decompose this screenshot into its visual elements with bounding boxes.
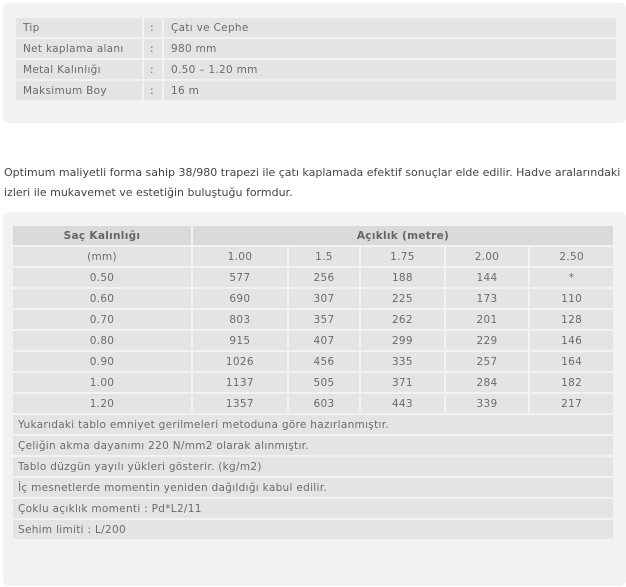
span-value: 1.00 xyxy=(193,247,287,266)
table-note: İç mesnetlerde momentin yeniden dağıldığı kabul edilir. xyxy=(13,478,613,497)
load-value-cell: 603 xyxy=(289,394,359,413)
load-value-cell: 256 xyxy=(289,268,359,287)
load-value-cell: 164 xyxy=(530,352,613,371)
note-row xyxy=(13,436,613,455)
load-value-cell: 335 xyxy=(361,352,444,371)
load-value-cell: 371 xyxy=(361,373,444,392)
table-row xyxy=(13,394,613,413)
load-table-unit-row xyxy=(13,247,613,266)
note-row xyxy=(13,520,613,539)
load-value-cell: 1357 xyxy=(193,394,287,413)
load-value-cell: 299 xyxy=(361,331,444,350)
load-value-cell: 1026 xyxy=(193,352,287,371)
load-value-cell: 505 xyxy=(289,373,359,392)
load-value-cell: 690 xyxy=(193,289,287,308)
load-value-cell: 357 xyxy=(289,310,359,329)
table-row xyxy=(13,331,613,350)
load-value-cell: 284 xyxy=(446,373,529,392)
load-value-cell: 146 xyxy=(530,331,613,350)
table-note: Sehim limiti : L/200 xyxy=(13,520,613,539)
spec-row xyxy=(16,60,616,79)
spec-value: 980 mm xyxy=(164,39,616,58)
load-value-cell: 201 xyxy=(446,310,529,329)
note-row xyxy=(13,478,613,497)
load-value-cell: 188 xyxy=(361,268,444,287)
spec-row xyxy=(16,81,616,100)
load-value-cell: 217 xyxy=(530,394,613,413)
load-value-cell: 307 xyxy=(289,289,359,308)
unit-label: (mm) xyxy=(13,247,191,266)
load-value-cell: 128 xyxy=(530,310,613,329)
intro-paragraph: Optimum maliyetli forma sahip 38/980 trapezi ile çatı kaplamada efektif sonuçlar elde edilir. Hadve aralarındaki izleri ile mukavemet ve estetiğin buluştuğu formdur. xyxy=(4,166,621,199)
table-note: Çoklu açıklık momenti : Pd*L2/11 xyxy=(13,499,613,518)
note-row xyxy=(13,457,613,476)
load-table xyxy=(11,224,615,541)
table-row xyxy=(13,310,613,329)
spec-separator: : xyxy=(144,81,162,100)
load-value-cell: 803 xyxy=(193,310,287,329)
load-value-cell: 110 xyxy=(530,289,613,308)
table-note: Çeliğin akma dayanımı 220 N/mm2 olarak alınmıştır. xyxy=(13,436,613,455)
spec-value: 0.50 – 1.20 mm xyxy=(164,60,616,79)
thickness-cell: 0.80 xyxy=(13,331,191,350)
table-row xyxy=(13,289,613,308)
thickness-cell: 0.50 xyxy=(13,268,191,287)
load-value-cell: * xyxy=(530,268,613,287)
load-value-cell: 443 xyxy=(361,394,444,413)
thickness-cell: 0.60 xyxy=(13,289,191,308)
thickness-cell: 0.70 xyxy=(13,310,191,329)
load-value-cell: 577 xyxy=(193,268,287,287)
spec-separator: : xyxy=(144,39,162,58)
load-value-cell: 456 xyxy=(289,352,359,371)
load-value-cell: 915 xyxy=(193,331,287,350)
span-value: 1.5 xyxy=(289,247,359,266)
thickness-cell: 1.00 xyxy=(13,373,191,392)
thickness-header: Saç Kalınlığı xyxy=(13,226,191,245)
load-value-cell: 257 xyxy=(446,352,529,371)
span-header: Açıklık (metre) xyxy=(193,226,613,245)
spec-value: Çatı ve Cephe xyxy=(164,18,616,37)
spec-label: Net kaplama alanı xyxy=(16,39,142,58)
load-table-header-row xyxy=(13,226,613,245)
spec-table xyxy=(14,16,618,102)
spec-value: 16 m xyxy=(164,81,616,100)
load-value-cell: 339 xyxy=(446,394,529,413)
load-value-cell: 182 xyxy=(530,373,613,392)
load-value-cell: 407 xyxy=(289,331,359,350)
spec-panel xyxy=(3,3,626,123)
spec-row xyxy=(16,39,616,58)
spec-label: Maksimum Boy xyxy=(16,81,142,100)
spec-row xyxy=(16,18,616,37)
thickness-cell: 1.20 xyxy=(13,394,191,413)
spec-separator: : xyxy=(144,60,162,79)
load-value-cell: 229 xyxy=(446,331,529,350)
load-value-cell: 262 xyxy=(361,310,444,329)
span-value: 2.50 xyxy=(530,247,613,266)
spec-separator: : xyxy=(144,18,162,37)
note-row xyxy=(13,499,613,518)
spec-label: Tip xyxy=(16,18,142,37)
table-row xyxy=(13,268,613,287)
table-note: Tablo düzgün yayılı yükleri gösterir. (kg/m2) xyxy=(13,457,613,476)
note-row xyxy=(13,415,613,434)
span-value: 2.00 xyxy=(446,247,529,266)
load-value-cell: 173 xyxy=(446,289,529,308)
thickness-cell: 0.90 xyxy=(13,352,191,371)
span-value: 1.75 xyxy=(361,247,444,266)
spec-label: Metal Kalınlığı xyxy=(16,60,142,79)
table-row xyxy=(13,373,613,392)
table-row xyxy=(13,352,613,371)
load-value-cell: 225 xyxy=(361,289,444,308)
load-value-cell: 1137 xyxy=(193,373,287,392)
load-value-cell: 144 xyxy=(446,268,529,287)
table-note: Yukarıdaki tablo emniyet gerilmeleri metoduna göre hazırlanmıştır. xyxy=(13,415,613,434)
